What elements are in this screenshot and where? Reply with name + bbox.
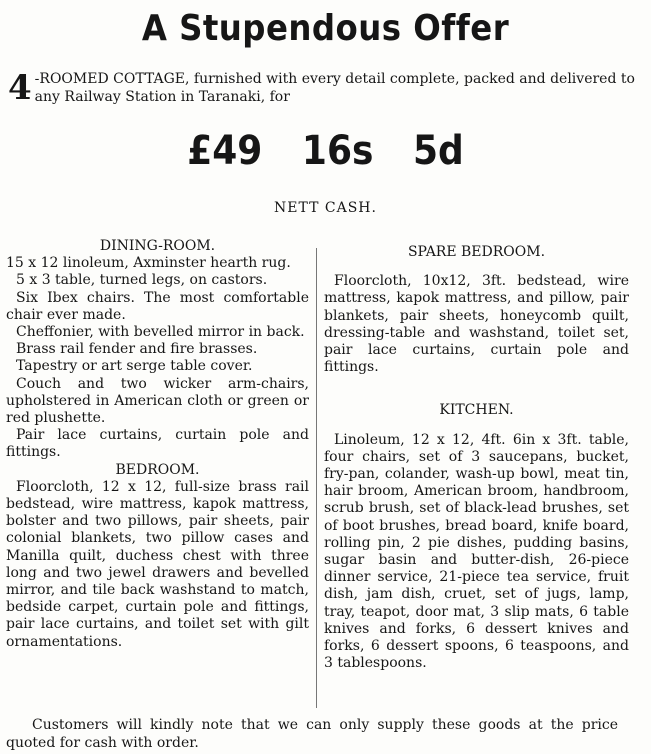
- footer-text: Customers will kindly note that we can only supply these goods at the price quoted for cash with order.: [6, 717, 618, 751]
- kitchen-heading: KITCHEN.: [439, 402, 514, 419]
- bedroom-heading: BEDROOM.: [115, 461, 200, 478]
- intro-paragraph: [8, 70, 638, 106]
- nett-cash-label: NETT CASH.: [274, 200, 377, 216]
- kitchen-text: Linoleum, 12 x 12, 4ft. 6in x 3ft. table, four chairs, set of 3 saucepans, bucket, fry-pan, colander, wash-up bowl, meat tin, hair broom, American broom, handbroom, scrub brush, set of black-lead brushes, set of boot brushes, bread board, knife board, rolling pin, 2 pie dishes, pudding basins, sugar basin and butter-dish, 26-piece dinner service, 21-piece tea service, fruit dish, jam dish, cruet, set of jugs, lamp, tray, teapot, door mat, 3 slip mats, 6 table knives and forks, 6 dessert knives and forks, 6 dessert spoons, 6 teaspoons, and 3 tablespoons.: [324, 431, 629, 672]
- dining-item: Tapestry or art serge table cover.: [16, 358, 253, 375]
- spare-bedroom-heading: SPARE BEDROOM.: [407, 244, 546, 260]
- column-divider: [316, 248, 317, 708]
- headline: A Stupendous Offer: [141, 8, 510, 49]
- dining-item: Brass rail fender and fire brasses.: [16, 341, 258, 358]
- dining-item: 5 x 3 table, turned legs, on castors.: [16, 272, 268, 289]
- intro-text: -ROOMED COTTAGE, furnished with every detail complete, packed and delivered to any Railway Station in Taranaki, for: [34, 71, 635, 105]
- dining-item: Six Ibex chairs. The most comfortable chair ever made.: [6, 289, 309, 323]
- dining-item: 15 x 12 linoleum, Axminster hearth rug.: [6, 255, 291, 272]
- footer-note: [6, 716, 618, 752]
- intro-dropcap: 4: [8, 68, 32, 108]
- right-column: [324, 244, 629, 672]
- dining-item: Pair lace curtains, curtain pole and fittings.: [6, 427, 309, 461]
- dining-room-heading: DINING-ROOM.: [99, 238, 216, 254]
- dining-item: Couch and two wicker arm-chairs, upholstered in American cloth or green or red plushette.: [6, 375, 309, 427]
- bedroom-text: Floorcloth, 12 x 12, full-size brass rail bedstead, wire mattress, kapok mattress, bolster and two pillows, pair sheets, pair colonial blankets, two pillow cases and Manilla quilt, duchess chest with three long and two jewel drawers and bevelled mirror, and tile back washstand to match, bedside carpet, curtain pole and fittings, pair lace curtains, and toilet set with gilt ornamentations.: [6, 478, 309, 650]
- left-column: [6, 238, 309, 651]
- price: £49 16s 5d: [187, 128, 464, 174]
- dining-item: Cheffonier, with bevelled mirror in back.: [16, 324, 305, 341]
- spare-bedroom-text: Floorcloth, 10x12, 3ft. bedstead, wire mattress, kapok mattress, and pillow, pair blankets, pair sheets, honeycomb quilt, dressing-table and washstand, toilet set, pair lace curtains, curtain pole and fittings.: [324, 273, 629, 376]
